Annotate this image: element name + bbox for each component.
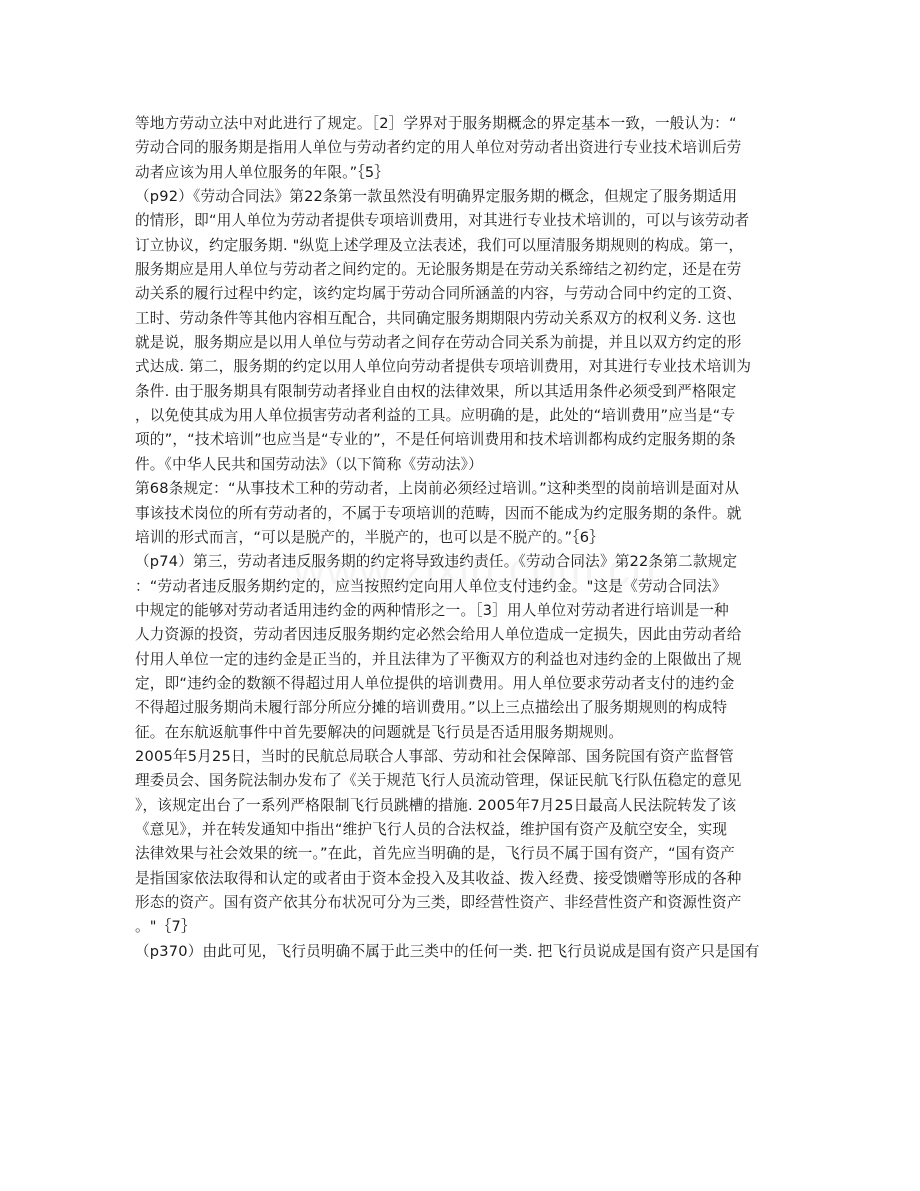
text-line: 件。《中华人民共和国劳动法》（以下简称《劳动法》） [135,455,483,473]
text-line: 就是说，服务期应是以用人单位与劳动者之间存在劳动合同关系为前提，并且以双方约定的形 [135,334,742,352]
document-body [135,112,785,964]
text-line: 。"｛7｝ [135,918,196,936]
text-line: 事该技术岗位的所有劳动者的，不属于专项培训的范畴，因而不能成为约定服务期的条件。就 [135,504,742,522]
text-line: 《意见》，并在转发通知中指出“维护飞行人员的合法权益，维护国有资产及航空安全，实现 [135,820,728,838]
text-line: 理委员会、国务院法制办发布了《关于规范飞行人员流动管理，保证民航飞行队伍稳定的意见 [135,772,742,790]
text-line: 不得超过服务期尚未履行部分所应分摊的培训费用。”以上三点描绘出了服务期规则的构成特 [135,699,728,717]
text-line: 中规定的能够对劳动者适用违约金的两种情形之一。［3］用人单位对劳动者进行培训是一种 [135,601,729,619]
text-line: 订立协议，约定服务期. "纵览上述学理及立法表述，我们可以厘清服务期规则的构成。第一， [135,236,744,254]
text-line: 工时、劳动条件等其他内容相互配合，共同确定服务期期限内劳动关系双方的权利义务. 这也 [135,309,737,327]
text-line: 动关系的履行过程中约定，该约定均属于劳动合同所涵盖的内容，与劳动合同中约定的工资、 [135,285,742,303]
text-line: 的情形，即“用人单位为劳动者提供专项培训费用，对其进行专业技术培训的，可以与该劳动者 [135,212,750,230]
text-line: 征。在东航返航事件中首先要解决的问题就是飞行员是否适用服务期规则。 [135,723,624,741]
text-line: 人力资源的投资，劳动者因违反服务期约定必然会给用人单位造成一定损失，因此由劳动者给 [135,626,742,644]
text-line: 》，该规定出台了一系列严格限制飞行员跳槽的措施. 2005年7月25日最高人民法院转发了该 [135,796,737,814]
text-line: 项的”，“技术培训”也应当是“专业的”，不是任何培训费用和技术培训都构成约定服务期的条 [135,431,736,449]
text-line: 等地方劳动立法中对此进行了规定。［2］学界对于服务期概念的界定基本一致，一般认为：“ [135,115,737,132]
text-line: （p74）第三，劳动者违反服务期的约定将导致违约责任。《劳动合同法》第22条第二款规定 [135,553,738,571]
text-line: 劳动合同的服务期是指用人单位与劳动者约定的用人单位对劳动者出资进行专业技术培训后劳 [135,139,742,157]
text-line: 形态的资产。国有资产依其分布状况可分为三类，即经营性资产、非经营性资产和资源性资产 [135,894,742,911]
text-line: 第68条规定：“从事技术工种的劳动者，上岗前必须经过培训。”这种类型的岗前培训是面对从 [135,480,740,498]
text-line: 动者应该为用人单位服务的年限。”｛5｝ [135,163,390,181]
text-line: （p92）《劳动合同法》第22条第一款虽然没有明确界定服务期的概念，但规定了服务期适用 [135,188,738,206]
text-line: 服务期应是用人单位与劳动者之间约定的。无论服务期是在劳动关系缔结之初约定，还是在劳 [135,261,742,279]
text-line: 定，即“违约金的数额不得超过用人单位提供的培训费用。用人单位要求劳动者支付的违约金 [135,674,735,692]
text-line: 培训的形式而言，“可以是脱产的，半脱产的，也可以是不脱产的。”｛6｝ [135,528,605,546]
text-line: 2005年5月25日，当时的民航总局联合人事部、劳动和社会保障部、国务院国有资产监督管 [135,747,734,765]
text-line: ：“劳动者违反服务期约定的，应当按照约定向用人单位支付违约金。"这是《劳动合同法》 [135,577,727,595]
text-line: 法律效果与社会效果的统一。”在此，首先应当明确的是，飞行员不属于国有资产，“国有资产 [135,845,735,863]
text-line: 式达成. 第二，服务期的约定以用人单位向劳动者提供专项培训费用，对其进行专业技术培训为 [135,358,752,376]
text-line: 付用人单位一定的违约金是正当的，并且法律为了平衡双方的利益也对违约金的上限做出了规 [135,650,742,668]
text-line: 条件. 由于服务期具有限制劳动者择业自由权的法律效果，所以其适用条件必须受到严格限定 [135,382,737,400]
text-line: ，以免使其成为用人单位损害劳动者利益的工具。应明确的是，此处的“培训费用”应当是“专 [135,407,736,425]
text-line: 是指国家依法取得和认定的或者由于资本金投入及其收益、拨入经费、接受馈赠等形成的各种 [135,869,742,887]
text-line: （p370）由此可见，飞行员明确不属于此三类中的任何一类. 把飞行员说成是国有资产只是国有 [135,942,760,960]
